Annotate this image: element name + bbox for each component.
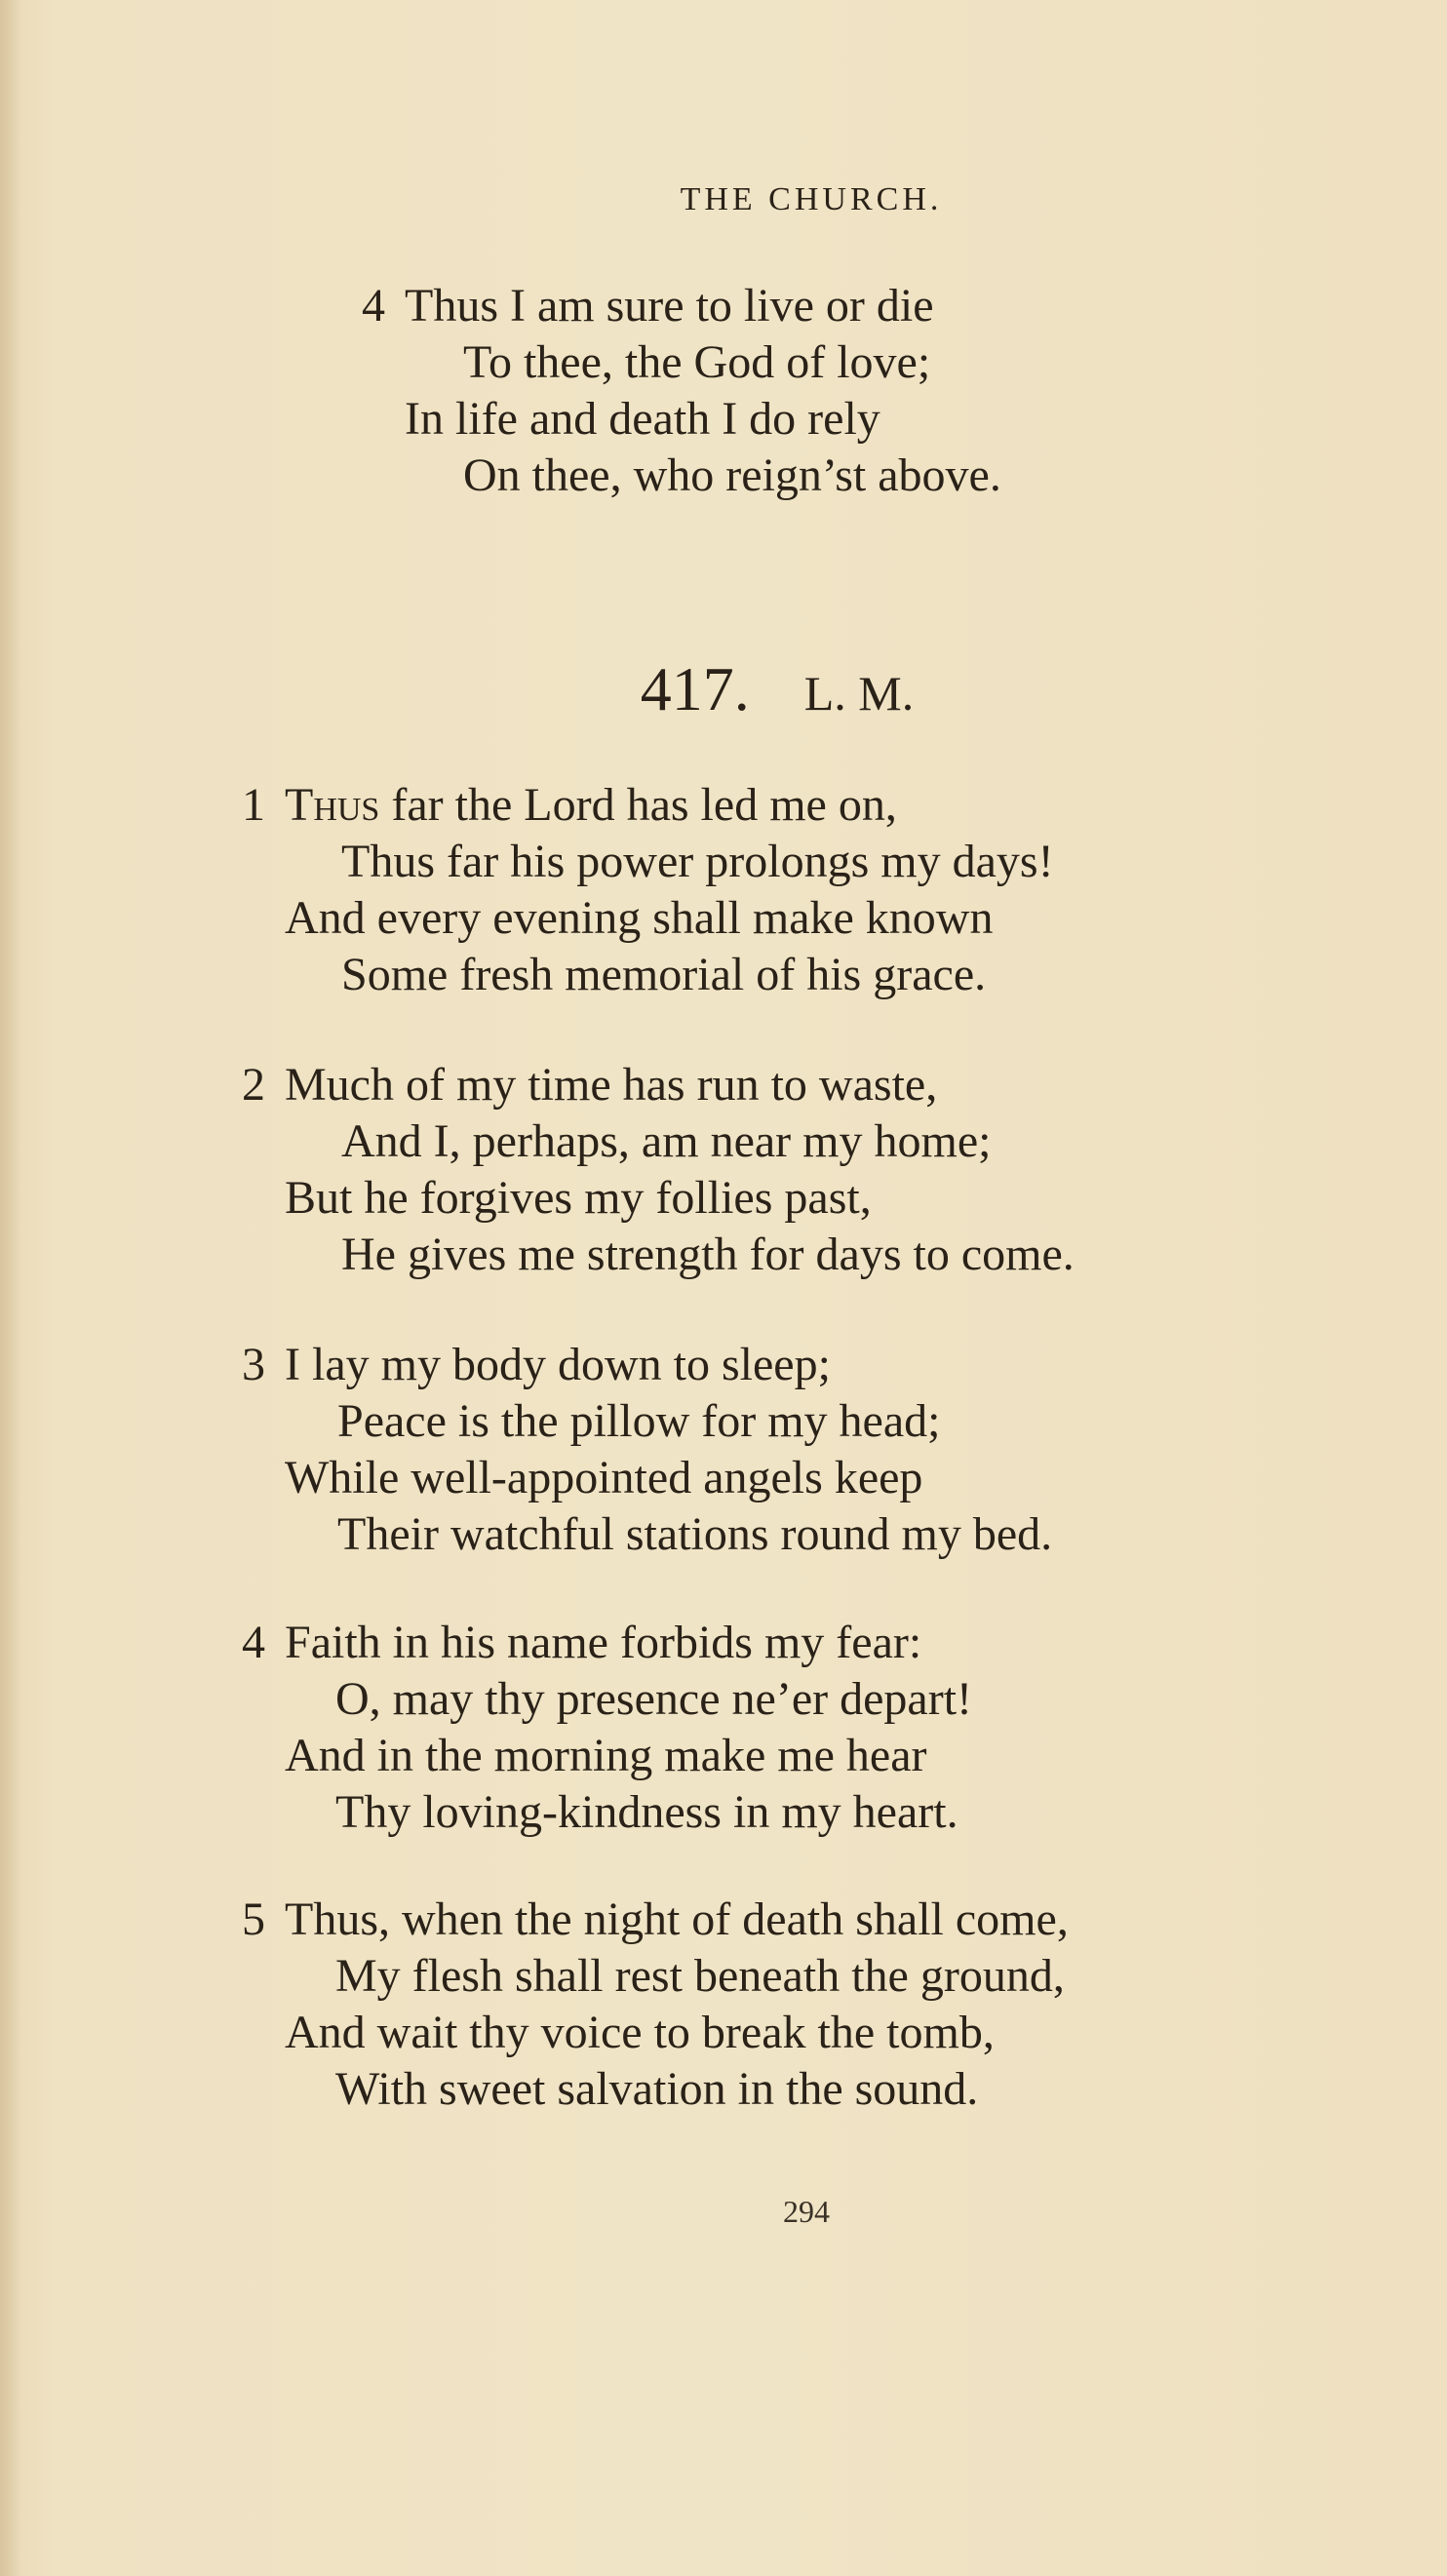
verse-line: Thus, when the night of death shall come, [285,1893,1069,1945]
verse-line: far the Lord has led me on, [379,779,897,831]
stanza-3 [242,1337,1053,1563]
stanza-number: 3 [242,1339,265,1390]
stanza-2 [242,1057,1075,1283]
verse-line: Much of my time has run to waste, [285,1059,938,1111]
hymn-heading [0,653,1447,725]
verse-line: Peace is the pillow for my head; [337,1395,941,1447]
verse-line: He gives me strength for days to come. [341,1229,1075,1280]
verse-line: Some fresh memorial of his grace. [341,949,987,1000]
hymn-meter: L. M. [803,666,915,721]
stanza-1 [242,777,1054,1003]
verse-line-lead: Thus [285,779,380,831]
verse-line: On thee, who reign’st above. [463,449,1001,501]
verse-line: Thy loving-kindness in my heart. [335,1786,958,1838]
verse-line: And I, perhaps, am near my home; [341,1115,992,1167]
verse-line: Faith in his name forbids my fear: [285,1617,922,1668]
prev-stanza [362,278,1001,504]
stanza-number: 4 [362,280,385,332]
stanza-number: 1 [242,779,265,831]
verse-line: And in the morning make me hear [285,1730,927,1781]
verse-line: While well-appointed angels keep [285,1452,923,1503]
verse-line: I lay my body down to sleep; [285,1339,831,1390]
verse-line: Their watchful stations round my bed. [337,1508,1053,1560]
verse-line: With sweet salvation in the sound. [335,2063,979,2115]
verse-line: Thus I am sure to live or die [405,280,934,332]
verse-line: In life and death I do rely [405,393,880,445]
stanza-number: 5 [242,1893,265,1945]
spine-shadow [0,0,21,2576]
verse-line: Thus far his power prolongs my days! [341,836,1054,887]
running-head: THE CHURCH. [680,181,943,217]
hymn-number: 417. [640,654,750,723]
stanza-number: 4 [242,1617,265,1668]
verse-line: And every evening shall make known [285,892,994,944]
verse-line: And wait thy voice to break the tomb, [285,2007,995,2058]
verse-line: To thee, the God of love; [463,336,931,388]
verse-line: My flesh shall rest beneath the ground, [335,1950,1065,2002]
stanza-number: 2 [242,1059,265,1111]
verse-line: O, may thy presence ne’er depart! [335,1673,973,1725]
page-number: 294 [783,2194,830,2229]
stanza-5 [242,1892,1069,2118]
verse-line: But he forgives my follies past, [285,1172,872,1224]
stanza-4 [242,1615,973,1841]
